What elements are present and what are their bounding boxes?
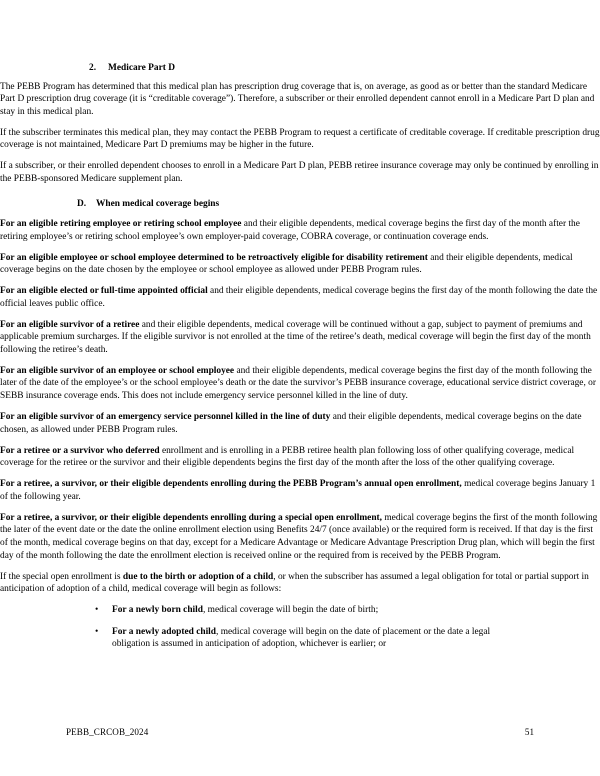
paragraph-medicare-retiree-insurance: If a subscriber, or their enrolled dependent chooses to enroll in a Medicare Part D plan, PEBB retiree insurance coverage may only be continued by enrolling in the PEBB-sponsored Medicare supplement plan. xyxy=(0,161,599,184)
paragraph-annual-open-enrollment xyxy=(0,478,600,503)
paragraph-deferred-enrollment xyxy=(0,445,600,470)
bullet-list-child-coverage xyxy=(0,604,600,651)
bullet-icon: • xyxy=(95,605,99,616)
paragraph-text-after: , or when the subscriber has assumed a legal obligation for total or partial support in anticipation of adoption of a child, medical coverage will begin as follows: xyxy=(0,571,589,595)
section-number-marker: 2. xyxy=(89,63,97,73)
paragraph-medicare-certificate: If the subscriber terminates this medical plan, they may contact the PEBB Program to request a certificate of creditable coverage. If creditable prescription drug coverage is not maintained, Medicare Part D premiums may be higher in the future. xyxy=(0,127,600,151)
paragraph-body: and their eligible dependents, medical coverage begins the first day of the month following the later of the date of the employee’s or the school employee’s death or the date the survivor’s PEBB insurance coverage, educational service district coverage, or SEBB insurance coverage ends. This does not include emergency service personnel killed in the line of duty. xyxy=(0,365,596,402)
paragraph-lead-in: For a retiree, a survivor, or their eligible dependents enrolling during a special open enrollment, xyxy=(0,512,383,523)
footer-document-id: PEBB_CRCOB_2024 xyxy=(66,727,149,737)
page-content xyxy=(0,62,600,660)
paragraph-lead-in: For an eligible elected or full-time appointed official xyxy=(0,286,208,297)
paragraph-lead-in: For an eligible retiring employee or retiring school employee xyxy=(0,219,242,230)
paragraph-lead-in: For a retiree or a survivor who deferred xyxy=(0,445,160,456)
section-title: Medicare Part D xyxy=(108,63,175,73)
list-item-lead-in: For a newly born child xyxy=(112,605,203,616)
paragraph-lead-in: For an eligible survivor of a retiree xyxy=(0,319,140,330)
paragraph-birth-or-adoption xyxy=(0,571,600,596)
paragraph-lead-in: For a retiree, a survivor, or their eligible dependents enrolling during the PEBB Program’s annual open enrollment, xyxy=(0,479,462,490)
paragraph-body: and their eligible dependents, medical coverage begins on the date chosen by the employee or school employee as allowed under PEBB Program rules. xyxy=(0,252,573,276)
paragraph-body: medical coverage begins the first of the month following the later of the event date or the date the online enrollment election using Benefits 24/7 (once available) or the required form is received. If that day is the first of the month, medical coverage begins on that day, except for a Medicare Advantage or Medicare Advantage Prescription Drug plan, which will begin the first day of the month following the date the enrollment election is received online or the required from is received by the PEBB Program. xyxy=(0,512,598,561)
list-item-body: , medical coverage will begin on the date of placement or the date a legal obligation is assumed in anticipation of adoption, whichever is earlier; or xyxy=(112,626,491,650)
section-heading-when-medical-coverage-begins xyxy=(0,198,600,211)
list-item xyxy=(95,604,522,617)
paragraph-lead-in: due to the birth or adoption of a child xyxy=(122,571,274,582)
paragraph-retiring-employee xyxy=(0,218,600,243)
paragraph-special-open-enrollment xyxy=(0,512,600,562)
bullet-icon: • xyxy=(95,626,99,637)
paragraph-survivor-of-retiree xyxy=(0,319,600,357)
section-heading-medicare-part-d xyxy=(0,62,600,75)
paragraph-body: and their eligible dependents, medical coverage begins the first day of the month after the retiring employee’s or retiring school employee’s own employer-paid coverage, COBRA coverage, or continuation coverage ends. xyxy=(0,219,580,242)
paragraph-body: enrollment and is enrolling in a PEBB retiree health plan following loss of other qualifying coverage, medical coverage for the retiree or the survivor and their eligible dependents begins the first day of the month after the loss of the other qualifying coverage. xyxy=(0,445,575,469)
section-title: When medical coverage begins xyxy=(96,199,220,210)
paragraph-survivor-of-employee xyxy=(0,365,600,403)
paragraph-body: and their eligible dependents, medical coverage will be continued without a gap, subject to payment of premiums and applicable premium surcharges. If the eligible survivor is not enrolled at the time of the retiree’s death, medical coverage will begin the first day of the month following the retiree’s death. xyxy=(0,319,591,355)
paragraph-lead-in: For an eligible survivor of an emergency service personnel killed in the line of duty xyxy=(0,412,331,423)
list-item-lead-in: For a newly adopted child xyxy=(112,626,217,637)
section-letter-marker: D. xyxy=(77,199,87,210)
paragraph-body: and their eligible dependents, medical coverage begins on the date chosen, as allowed under PEBB Program rules. xyxy=(0,412,582,435)
page-footer xyxy=(0,712,600,776)
paragraph-elected-official xyxy=(0,285,600,310)
paragraph-disability-retirement xyxy=(0,252,600,277)
paragraph-lead-in: For an eligible survivor of an employee or school employee xyxy=(0,365,235,376)
paragraph-survivor-emergency-service-personnel xyxy=(0,411,600,436)
paragraph-lead-in: For an eligible employee or school employee determined to be retroactively eligible for disability retirement xyxy=(0,252,428,263)
paragraph-medicare-creditable-coverage: The PEBB Program has determined that this medical plan has prescription drug coverage that is, on average, as good as or better than the standard Medicare Part D prescription drug coverage (it is “creditable coverage”). Therefore, a subscriber or their enrolled dependent cannot enroll in a Medicare Part D plan and stay in this medical plan. xyxy=(0,81,595,117)
paragraph-body: medical coverage begins January 1 of the following year. xyxy=(0,479,596,502)
paragraph-body: and their eligible dependents, medical coverage begins the first day of the month following the date the official leaves public office. xyxy=(0,286,598,309)
list-item xyxy=(95,626,522,651)
list-item-body: , medical coverage will begin the date of birth; xyxy=(202,605,379,616)
paragraph-text-before: If the special open enrollment is xyxy=(0,571,123,582)
footer-page-number: 51 xyxy=(524,727,534,737)
